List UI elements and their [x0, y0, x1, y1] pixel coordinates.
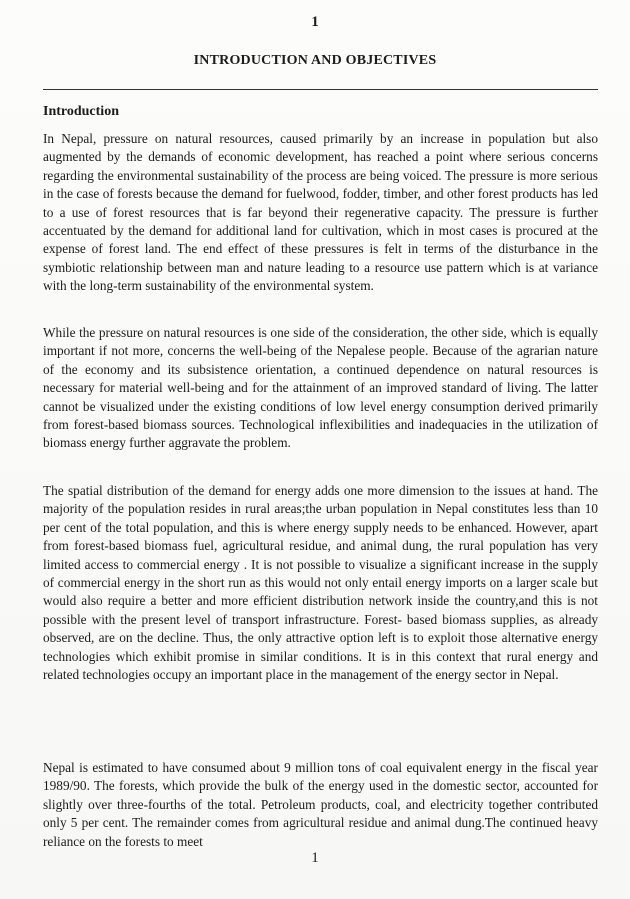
section-heading: Introduction — [43, 104, 119, 119]
paragraph-3: The spatial distribution of the demand for energy adds one more dimension to the issues at hand. The majority of the population resides in rural areas;the urban population in Nepal constitutes less than 10 per cent of the total population, and this is where energy supply needs to be enhanced. However, apart from forest-based biomass fuel, agricultural residue, and animal dung, the rural population has very limited access to commercial energy . It is not possible to visualize a significant increase in the supply of commercial energy in the short run as this would not only entail energy imports on a larger scale but would also require a better and more efficient distribution network inside the country,and this is not possible with the present level of transport infrastructure. Forest- based biomass supplies, as already observed, are on the decline. Thus, the only attractive option left is to exploit those alternative energy technologies which exhibit promise in similar conditions. It is in this context that rural energy and related technologies occupy an important place in the management of the energy sector in Nepal. — [43, 483, 598, 683]
title-divider — [43, 89, 598, 90]
paragraph-2: While the pressure on natural resources is one side of the consideration, the other side, which is equally important if not more, concerns the well-being of the Nepalese people. Because of the agrarian nature of the economy and its subsistence orientation, a continued dependence on natural resources is necessary for material well-being and for the attainment of an improved standard of living. The latter cannot be visualized under the existing conditions of low level energy consumption derived primarily from forest-based biomass sources. Technological inflexibilities and inadequacies in the utilization of biomass energy further aggravate the problem. — [43, 325, 598, 451]
paragraph-1: In Nepal, pressure on natural resources, caused primarily by an increase in population but also augmented by the demands of economic development, has reached a point where serious concerns regarding the environmental sustainability of the process are being voiced. The pressure is more serious in the case of forests because the demand for fuelwood, fodder, timber, and other forest products has led to a use of forest resources that is far beyond their regenerative capacity. The pressure is further accentuated by the demand for additional land for cultivation, which in most cases is procured at the expense of forest land. The end effect of these pressures is felt in terms of the disturbance in the symbiotic relationship between man and nature leading to a resource use pattern which is at variance with the long-term sustainability of the environmental system. — [43, 131, 598, 294]
page-number-bottom: 1 — [311, 850, 319, 866]
chapter-title: INTRODUCTION AND OBJECTIVES — [193, 53, 437, 68]
paragraph-4: Nepal is estimated to have consumed about 9 million tons of coal equivalent energy in the fiscal year 1989/90. The forests, which provide the bulk of the energy used in the domestic sector, accounted for slightly over three-fourths of the total. Petroleum products, coal, and electricity together contributed only 5 per cent. The remainder comes from agricultural residue and animal dung.The continued heavy reliance on the forests to meet — [43, 760, 598, 849]
page-number-top: 1 — [311, 14, 319, 30]
